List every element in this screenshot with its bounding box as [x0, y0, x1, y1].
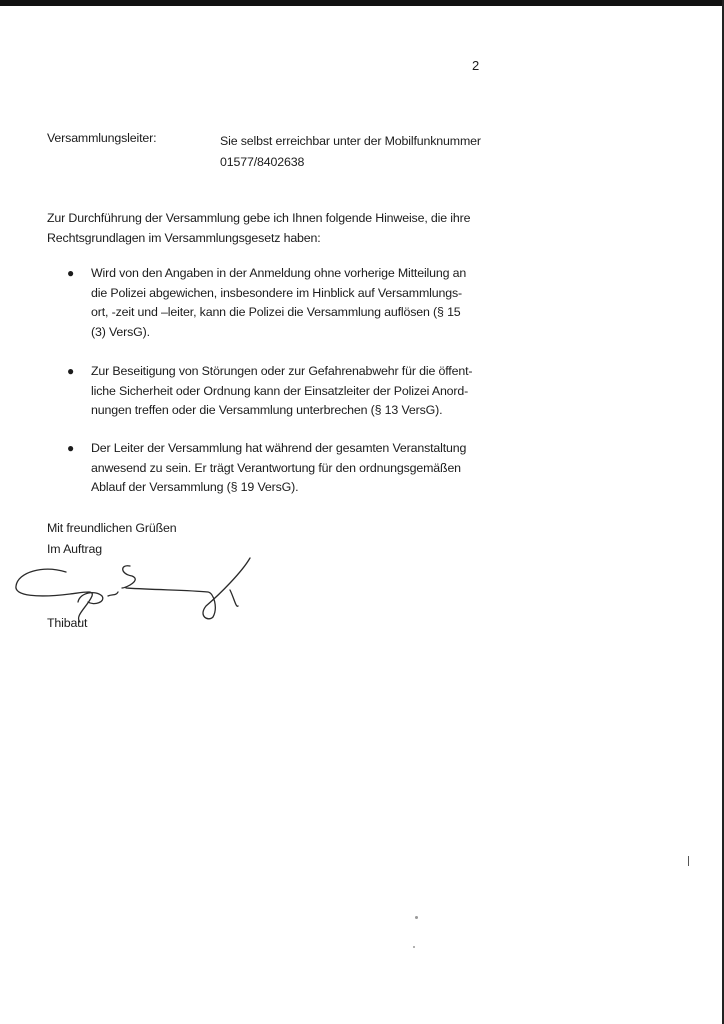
notice-line: Ablauf der Versammlung (§ 19 VersG). [91, 480, 299, 494]
bullet-icon: ● [67, 441, 75, 455]
closing-on-behalf: Im Auftrag [47, 542, 102, 556]
margin-tick [688, 856, 689, 866]
bullet-icon: ● [67, 266, 75, 280]
notice-line: Der Leiter der Versammlung hat während der gesamten Veranstaltung [91, 441, 467, 455]
notice-line: Zur Beseitigung von Störungen oder zur Gefahrenabwehr für die öffent- [91, 364, 473, 378]
notice-line: Wird von den Angaben in der Anmeldung ohne vorherige Mitteilung an [91, 266, 467, 280]
notice-item [47, 264, 466, 342]
leader-phone-number: 01577/8402638 [220, 155, 305, 169]
closing-greeting: Mit freundlichen Grüßen [47, 521, 177, 535]
notice-line: die Polizei abgewichen, insbesondere im Hinblick auf Versammlungs- [91, 285, 462, 300]
notice-line: nungen treffen oder die Versammlung unterbrechen (§ 13 VersG). [91, 403, 443, 417]
scan-speck [413, 946, 415, 948]
notice-line: anwesend zu sein. Er trägt Verantwortung für den ordnungsgemäßen [91, 460, 461, 475]
notice-item [47, 362, 472, 421]
notice-line: ort, -zeit und –leiter, kann die Polizei die Versammlung auflösen (§ 15 [91, 305, 461, 319]
bullet-icon: ● [67, 364, 75, 378]
scan-speck [415, 916, 418, 919]
signer-name: Thibaut [47, 616, 88, 630]
handwritten-signature [8, 550, 258, 635]
leader-field-value [220, 131, 481, 173]
notice-line: liche Sicherheit oder Ordnung kann der Einsatzleiter der Polizei Anord- [91, 383, 469, 398]
leader-field-label: Versammlungsleiter: [47, 131, 157, 145]
intro-paragraph [47, 208, 487, 248]
notice-item [47, 439, 466, 498]
page-number: 2 [472, 58, 480, 73]
leader-value-line: Sie selbst erreichbar unter der Mobilfunknummer [220, 134, 481, 148]
intro-line: Rechtsgrundlagen im Versammlungsgesetz haben: [47, 231, 321, 245]
notice-line: (3) VersG). [91, 324, 150, 339]
intro-line: Zur Durchführung der Versammlung gebe ich Ihnen folgende Hinweise, die ihre [47, 211, 471, 225]
